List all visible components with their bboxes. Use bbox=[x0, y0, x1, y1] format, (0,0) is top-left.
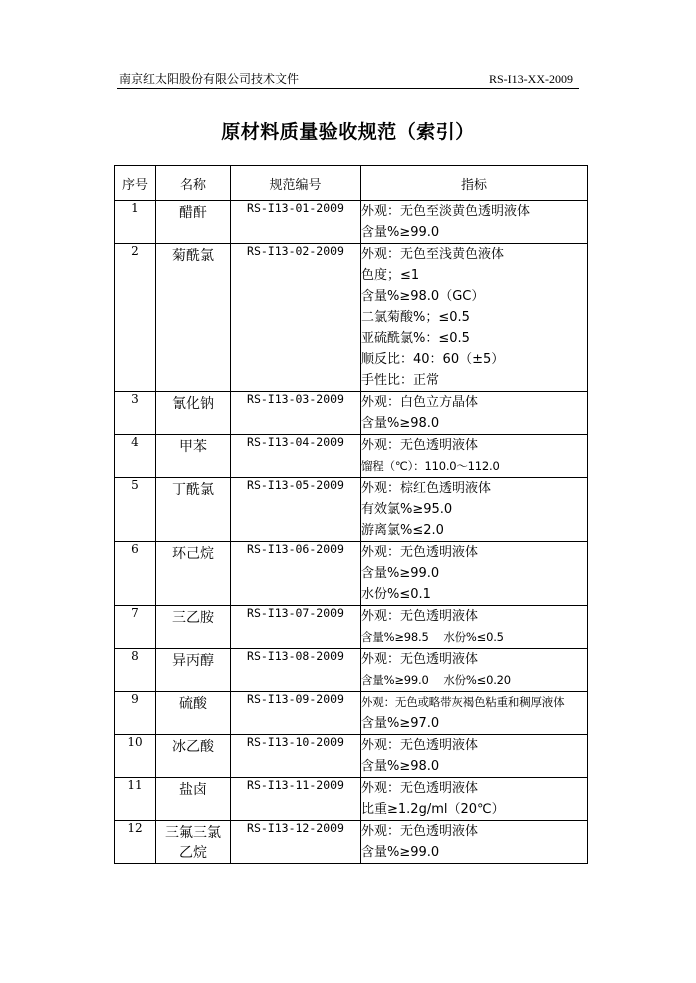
row-number: 9 bbox=[115, 692, 156, 735]
spec-line: 游离氯%≤2.0 bbox=[361, 523, 444, 538]
spec-line: 外观：无色至淡黄色透明液体 bbox=[361, 204, 531, 219]
row-number: 4 bbox=[115, 435, 156, 478]
spec-line: 外观：无色透明液体 bbox=[361, 609, 479, 624]
spec-indicators bbox=[361, 478, 588, 542]
spec-indicators bbox=[361, 778, 588, 821]
spec-indicators bbox=[361, 735, 588, 778]
material-name: 氰化钠 bbox=[156, 392, 231, 435]
table-body bbox=[115, 201, 588, 864]
table-row bbox=[115, 778, 588, 821]
spec-line: 外观：无色透明液体 bbox=[361, 652, 479, 667]
material-name: 硫酸 bbox=[156, 692, 231, 735]
spec-indicators bbox=[361, 201, 588, 244]
spec-code: RS-I13-02-2009 bbox=[231, 244, 361, 392]
table-row bbox=[115, 478, 588, 542]
table-row bbox=[115, 542, 588, 606]
spec-indicators bbox=[361, 244, 588, 392]
spec-line: 外观：无色透明液体 bbox=[361, 738, 479, 753]
spec-line: 含量%≥99.0 bbox=[361, 566, 440, 581]
spec-indicators bbox=[361, 435, 588, 478]
material-name: 异丙醇 bbox=[156, 649, 231, 692]
col-header-no: 序号 bbox=[115, 166, 156, 201]
spec-line: 有效氯%≥95.0 bbox=[361, 502, 453, 517]
row-number: 10 bbox=[115, 735, 156, 778]
table-row bbox=[115, 735, 588, 778]
table-row bbox=[115, 244, 588, 392]
spec-line: 含量%≥97.0 bbox=[361, 716, 440, 731]
spec-line: 外观：棕红色透明液体 bbox=[361, 481, 492, 496]
spec-line: 馏程（℃）：110.0～112.0 bbox=[361, 459, 500, 473]
spec-code: RS-I13-03-2009 bbox=[231, 392, 361, 435]
spec-line: 二氯菊酸%；≤0.5 bbox=[361, 310, 470, 325]
table-row bbox=[115, 392, 588, 435]
spec-indicators bbox=[361, 649, 588, 692]
spec-line: 外观：无色透明液体 bbox=[361, 545, 479, 560]
table-header-row bbox=[115, 166, 588, 201]
table-row bbox=[115, 649, 588, 692]
spec-code: RS-I13-04-2009 bbox=[231, 435, 361, 478]
row-number: 11 bbox=[115, 778, 156, 821]
table-row bbox=[115, 201, 588, 244]
spec-code: RS-I13-07-2009 bbox=[231, 606, 361, 649]
spec-code: RS-I13-12-2009 bbox=[231, 821, 361, 864]
row-number: 1 bbox=[115, 201, 156, 244]
spec-line: 亚硫酰氯%：≤0.5 bbox=[361, 331, 470, 346]
spec-code: RS-I13-10-2009 bbox=[231, 735, 361, 778]
document-code: RS-I13-XX-2009 bbox=[489, 72, 573, 86]
material-name: 丁酰氯 bbox=[156, 478, 231, 542]
company-name: 南京红太阳股份有限公司技术文件 bbox=[119, 72, 300, 86]
spec-line: 顺反比：40：60（±5） bbox=[361, 352, 505, 367]
row-number: 6 bbox=[115, 542, 156, 606]
spec-line: 外观：无色透明液体 bbox=[361, 438, 479, 453]
spec-line: 外观：无色或略带灰褐色粘重和稠厚液体 bbox=[361, 695, 565, 709]
spec-indicators bbox=[361, 692, 588, 735]
spec-line: 水份%≤0.1 bbox=[361, 587, 431, 602]
spec-line: 含量%≥98.0 bbox=[361, 759, 440, 774]
spec-line: 含量%≥98.5 水份%≤0.5 bbox=[361, 630, 504, 644]
spec-index-table bbox=[114, 165, 588, 864]
page-header bbox=[117, 71, 579, 89]
row-number: 12 bbox=[115, 821, 156, 864]
row-number: 8 bbox=[115, 649, 156, 692]
spec-line: 含量%≥99.0 bbox=[361, 845, 440, 860]
row-number: 2 bbox=[115, 244, 156, 392]
material-name: 菊酰氯 bbox=[156, 244, 231, 392]
col-header-code: 规范编号 bbox=[231, 166, 361, 201]
spec-code: RS-I13-08-2009 bbox=[231, 649, 361, 692]
spec-line: 色度；≤1 bbox=[361, 268, 420, 283]
table-row bbox=[115, 692, 588, 735]
spec-line: 含量%≥99.0 bbox=[361, 225, 440, 240]
table-row bbox=[115, 606, 588, 649]
spec-line: 手性比：正常 bbox=[361, 373, 440, 388]
spec-code: RS-I13-06-2009 bbox=[231, 542, 361, 606]
table-row bbox=[115, 435, 588, 478]
spec-indicators bbox=[361, 392, 588, 435]
table-row bbox=[115, 821, 588, 864]
col-header-spec: 指标 bbox=[361, 166, 588, 201]
row-number: 5 bbox=[115, 478, 156, 542]
material-name: 盐卤 bbox=[156, 778, 231, 821]
spec-line: 外观：无色透明液体 bbox=[361, 824, 479, 839]
col-header-name: 名称 bbox=[156, 166, 231, 201]
material-name: 环己烷 bbox=[156, 542, 231, 606]
spec-code: RS-I13-11-2009 bbox=[231, 778, 361, 821]
spec-code: RS-I13-09-2009 bbox=[231, 692, 361, 735]
spec-line: 比重≥1.2g/ml（20℃） bbox=[361, 802, 505, 817]
row-number: 7 bbox=[115, 606, 156, 649]
spec-line: 外观：白色立方晶体 bbox=[361, 395, 479, 410]
spec-line: 含量%≥98.0（GC） bbox=[361, 289, 485, 304]
page-title: 原材料质量验收规范（索引） bbox=[221, 121, 475, 143]
material-name: 醋酐 bbox=[156, 201, 231, 244]
spec-code: RS-I13-05-2009 bbox=[231, 478, 361, 542]
spec-indicators bbox=[361, 606, 588, 649]
spec-code: RS-I13-01-2009 bbox=[231, 201, 361, 244]
spec-line: 含量%≥98.0 bbox=[361, 416, 440, 431]
material-name: 三氟三氯乙烷 bbox=[156, 821, 231, 864]
spec-indicators bbox=[361, 821, 588, 864]
material-name: 三乙胺 bbox=[156, 606, 231, 649]
material-name: 甲苯 bbox=[156, 435, 231, 478]
spec-line: 含量%≥99.0 水份%≤0.20 bbox=[361, 673, 511, 687]
material-name: 冰乙酸 bbox=[156, 735, 231, 778]
spec-indicators bbox=[361, 542, 588, 606]
row-number: 3 bbox=[115, 392, 156, 435]
spec-line: 外观：无色至浅黄色液体 bbox=[361, 247, 505, 262]
spec-line: 外观：无色透明液体 bbox=[361, 781, 479, 796]
